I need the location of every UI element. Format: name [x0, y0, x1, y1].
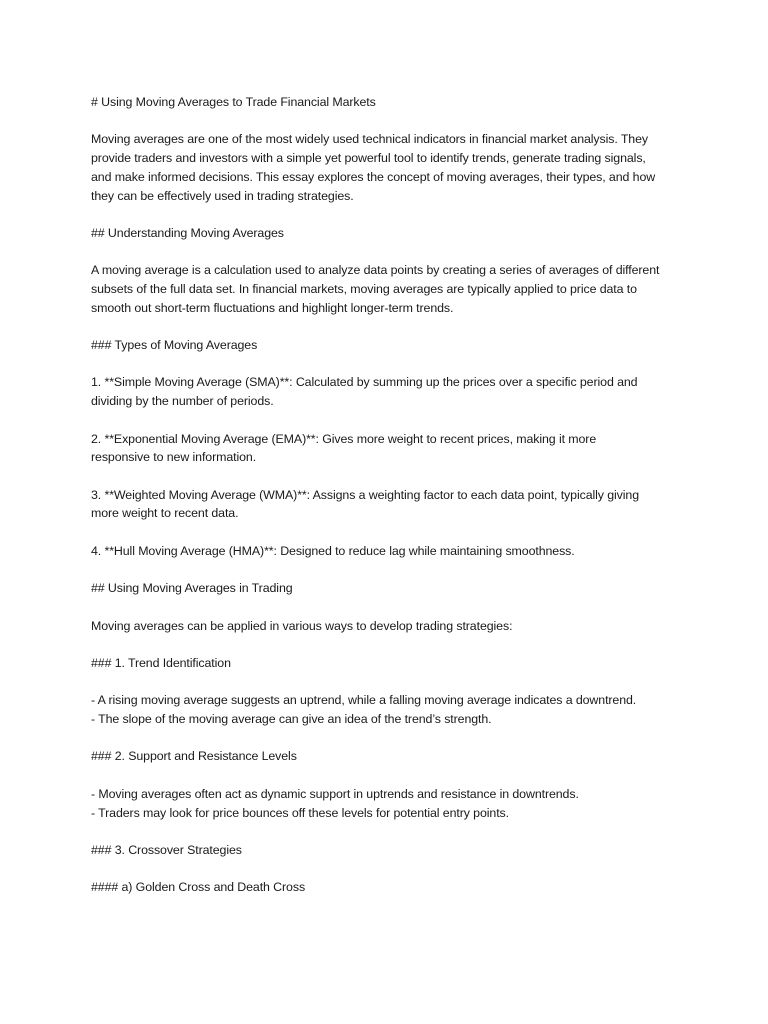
- heading-trend-text: ### 1. Trend Identification: [91, 655, 231, 670]
- heading-understanding-text: ## Understanding Moving Averages: [91, 225, 284, 240]
- type-item-line: 3. **Weighted Moving Average (WMA)**: Assigns a weighting factor to each data point, typically giving: [91, 487, 640, 502]
- intro-paragraph: [91, 130, 681, 205]
- type-item-ema: [91, 430, 681, 467]
- list-item: - Moving averages often act as dynamic support in uptrends and resistance in downtrends.: [91, 786, 579, 801]
- type-item-hma: [91, 542, 681, 561]
- understanding-line: subsets of the full data set. In financial markets, moving averages are typically applied to price data to: [91, 281, 637, 296]
- heading-understanding: [91, 224, 681, 243]
- type-item-sma: [91, 373, 681, 410]
- intro-line: Moving averages are one of the most widely used technical indicators in financial market analysis. They: [91, 132, 648, 147]
- type-item-line: more weight to recent data.: [91, 506, 239, 521]
- heading-trend: [91, 654, 681, 673]
- heading-support: [91, 747, 681, 766]
- heading-golden-cross-text: #### a) Golden Cross and Death Cross: [91, 880, 306, 895]
- list-item: - Traders may look for price bounces off these levels for potential entry points.: [91, 805, 509, 820]
- understanding-paragraph: [91, 261, 681, 317]
- type-item-line: 2. **Exponential Moving Average (EMA)**: Gives more weight to recent prices, making it more: [91, 431, 597, 446]
- type-item-wma: [91, 486, 681, 523]
- understanding-line: smooth out short-term fluctuations and highlight longer-term trends.: [91, 300, 454, 315]
- heading-support-text: ### 2. Support and Resistance Levels: [91, 749, 297, 764]
- trend-bullets: [91, 691, 681, 728]
- support-bullets: [91, 785, 681, 822]
- heading-using: [91, 579, 681, 598]
- heading-crossover-text: ### 3. Crossover Strategies: [91, 842, 242, 857]
- title-line: # Using Moving Averages to Trade Financial Markets: [91, 95, 376, 109]
- type-item-line: dividing by the number of periods.: [91, 394, 274, 409]
- document-title: [91, 93, 681, 112]
- type-item-line: 1. **Simple Moving Average (SMA)**: Calculated by summing up the prices over a specific period and: [91, 375, 638, 390]
- understanding-line: A moving average is a calculation used to analyze data points by creating a series of averages of different: [91, 263, 660, 278]
- using-intro-line: Moving averages can be applied in various ways to develop trading strategies:: [91, 618, 513, 633]
- intro-line: and make informed decisions. This essay explores the concept of moving averages, their types, and how: [91, 169, 656, 184]
- heading-golden-cross: [91, 878, 681, 897]
- list-item: - A rising moving average suggests an uptrend, while a falling moving average indicates a downtrend.: [91, 693, 637, 708]
- type-item-line: 4. **Hull Moving Average (HMA)**: Designed to reduce lag while maintaining smoothness.: [91, 543, 575, 558]
- heading-using-text: ## Using Moving Averages in Trading: [91, 581, 293, 596]
- intro-line: they can be effectively used in trading strategies.: [91, 188, 354, 203]
- heading-crossover: [91, 841, 681, 860]
- heading-types: [91, 336, 681, 355]
- type-item-line: responsive to new information.: [91, 450, 257, 465]
- using-intro-paragraph: [91, 617, 681, 636]
- intro-line: provide traders and investors with a simple yet powerful tool to identify trends, generate trading signals,: [91, 151, 646, 166]
- heading-types-text: ### Types of Moving Averages: [91, 338, 258, 353]
- document-body: [91, 93, 681, 916]
- list-item: - The slope of the moving average can give an idea of the trend’s strength.: [91, 712, 492, 727]
